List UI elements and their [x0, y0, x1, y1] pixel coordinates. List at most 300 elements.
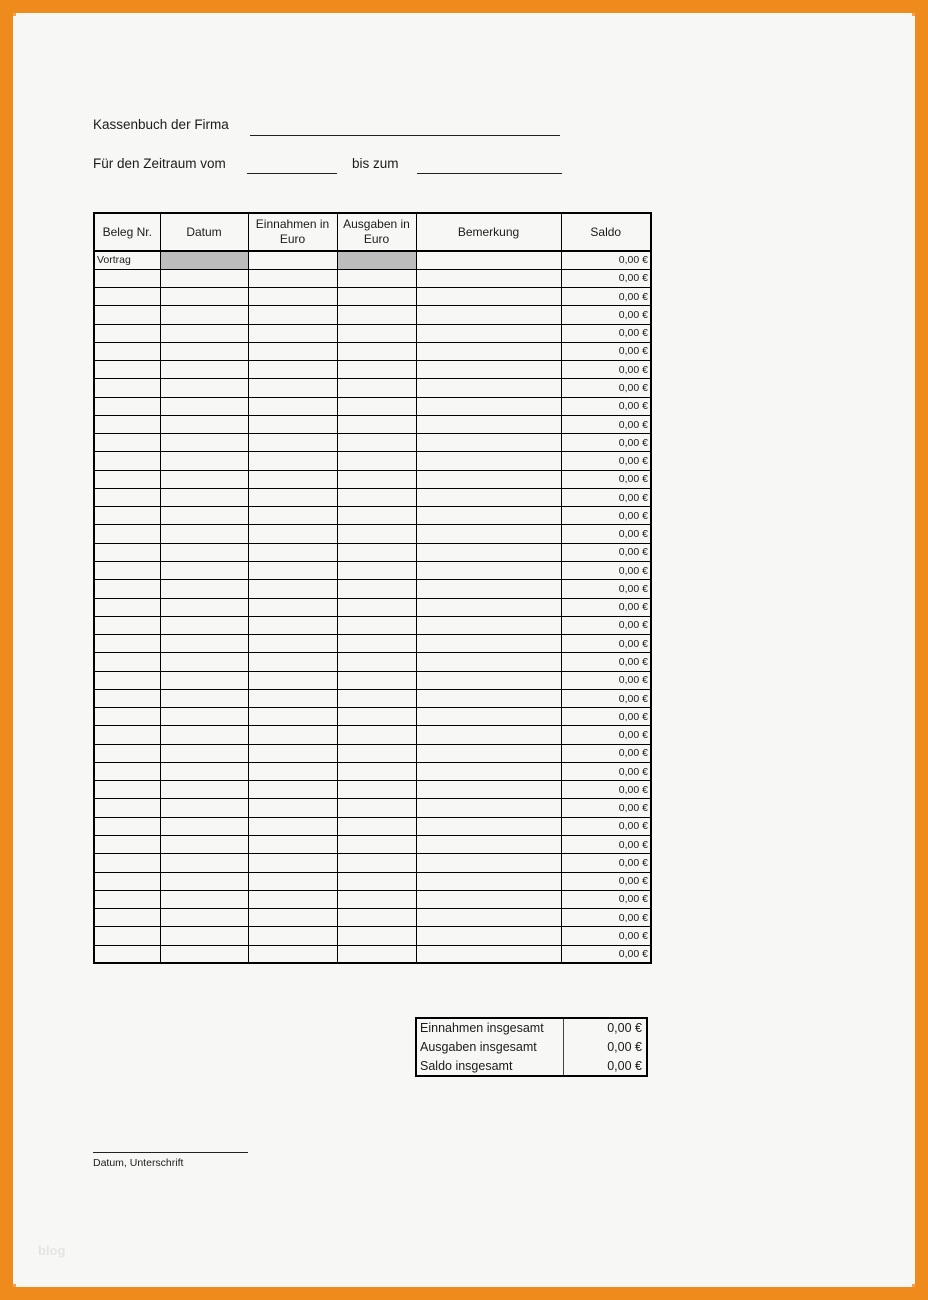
- cell-bemerkung: [416, 488, 561, 506]
- cell-beleg_nr: [94, 525, 160, 543]
- cell-bemerkung: [416, 945, 561, 963]
- cell-einnahmen: [248, 762, 337, 780]
- cell-beleg_nr: [94, 890, 160, 908]
- cell-saldo: 0,00 €: [561, 616, 651, 634]
- period-from-label: Für den Zeitraum vom: [93, 156, 226, 171]
- cell-bemerkung: [416, 562, 561, 580]
- cell-datum: [160, 635, 248, 653]
- cell-einnahmen: [248, 744, 337, 762]
- cell-saldo: 0,00 €: [561, 580, 651, 598]
- cell-ausgaben: [337, 854, 416, 872]
- cell-einnahmen: [248, 324, 337, 342]
- table-row: [94, 580, 651, 598]
- cell-beleg_nr: [94, 744, 160, 762]
- cell-bemerkung: [416, 251, 561, 269]
- cell-datum: [160, 781, 248, 799]
- table-row: [94, 762, 651, 780]
- cell-saldo: 0,00 €: [561, 854, 651, 872]
- table-row: [94, 854, 651, 872]
- cell-bemerkung: [416, 708, 561, 726]
- cell-saldo: 0,00 €: [561, 817, 651, 835]
- cell-ausgaben: [337, 361, 416, 379]
- cell-beleg_nr: [94, 817, 160, 835]
- cell-ausgaben: [337, 452, 416, 470]
- cell-einnahmen: [248, 306, 337, 324]
- cell-ausgaben: [337, 744, 416, 762]
- cell-beleg_nr: [94, 616, 160, 634]
- cell-datum: [160, 543, 248, 561]
- table-row: [94, 909, 651, 927]
- cell-datum: [160, 306, 248, 324]
- cell-datum: [160, 434, 248, 452]
- totals-row-value: 0,00 €: [607, 1021, 642, 1036]
- cell-bemerkung: [416, 379, 561, 397]
- watermark-text: blog: [38, 1243, 66, 1258]
- cell-beleg_nr: [94, 415, 160, 433]
- table-row: [94, 361, 651, 379]
- cell-datum: [160, 397, 248, 415]
- table-row: [94, 836, 651, 854]
- cell-einnahmen: [248, 562, 337, 580]
- cell-bemerkung: [416, 726, 561, 744]
- table-row: [94, 635, 651, 653]
- cell-bemerkung: [416, 744, 561, 762]
- cell-datum: [160, 379, 248, 397]
- cell-datum: [160, 525, 248, 543]
- table-row: [94, 817, 651, 835]
- totals-row: [416, 1037, 647, 1056]
- cell-ausgaben: [337, 726, 416, 744]
- cell-saldo: 0,00 €: [561, 945, 651, 963]
- cell-einnahmen: [248, 909, 337, 927]
- cell-datum: [160, 598, 248, 616]
- cell-saldo: 0,00 €: [561, 635, 651, 653]
- cell-ausgaben: [337, 488, 416, 506]
- cell-datum: [160, 288, 248, 306]
- cell-bemerkung: [416, 689, 561, 707]
- table-row: [94, 616, 651, 634]
- table-row: [94, 799, 651, 817]
- totals-row: [416, 1057, 647, 1076]
- cell-einnahmen: [248, 945, 337, 963]
- cell-einnahmen: [248, 488, 337, 506]
- column-header-beleg-nr: Beleg Nr.: [94, 213, 160, 251]
- cell-ausgaben: [337, 288, 416, 306]
- cell-bemerkung: [416, 306, 561, 324]
- cell-bemerkung: [416, 671, 561, 689]
- signature-label: Datum, Unterschrift: [93, 1157, 184, 1169]
- cell-saldo: 0,00 €: [561, 890, 651, 908]
- table-row: [94, 306, 651, 324]
- cell-saldo: 0,00 €: [561, 927, 651, 945]
- cell-bemerkung: [416, 470, 561, 488]
- cell-saldo: 0,00 €: [561, 762, 651, 780]
- firma-blank-line: [250, 135, 560, 136]
- table-row: [94, 324, 651, 342]
- cell-ausgaben: [337, 836, 416, 854]
- cell-datum: [160, 580, 248, 598]
- cell-datum: [160, 361, 248, 379]
- cell-einnahmen: [248, 890, 337, 908]
- cell-saldo: 0,00 €: [561, 397, 651, 415]
- cell-einnahmen: [248, 598, 337, 616]
- cell-bemerkung: [416, 781, 561, 799]
- cell-bemerkung: [416, 909, 561, 927]
- cell-saldo: 0,00 €: [561, 708, 651, 726]
- cell-saldo: 0,00 €: [561, 781, 651, 799]
- cell-einnahmen: [248, 927, 337, 945]
- frame-corner-bottom-left: [0, 1284, 16, 1300]
- cell-saldo: 0,00 €: [561, 342, 651, 360]
- cell-ausgaben: [337, 927, 416, 945]
- cell-beleg_nr: [94, 488, 160, 506]
- cell-datum: [160, 708, 248, 726]
- cell-datum: [160, 927, 248, 945]
- cell-bemerkung: [416, 415, 561, 433]
- cell-ausgaben: [337, 945, 416, 963]
- column-header-datum: Datum: [160, 213, 248, 251]
- cell-saldo: 0,00 €: [561, 415, 651, 433]
- cell-beleg_nr: [94, 288, 160, 306]
- cell-ausgaben: [337, 689, 416, 707]
- cell-einnahmen: [248, 854, 337, 872]
- cell-beleg_nr: [94, 470, 160, 488]
- cell-beleg_nr: [94, 580, 160, 598]
- cell-datum: [160, 945, 248, 963]
- period-to-label: bis zum: [352, 156, 399, 171]
- cell-ausgaben: [337, 507, 416, 525]
- cell-saldo: 0,00 €: [561, 909, 651, 927]
- cell-bemerkung: [416, 342, 561, 360]
- cell-beleg_nr: [94, 635, 160, 653]
- cell-saldo: 0,00 €: [561, 324, 651, 342]
- cell-bemerkung: [416, 452, 561, 470]
- cell-bemerkung: [416, 580, 561, 598]
- cell-ausgaben: [337, 562, 416, 580]
- cell-beleg_nr: [94, 379, 160, 397]
- cell-saldo: 0,00 €: [561, 525, 651, 543]
- cell-datum: [160, 616, 248, 634]
- table-row: [94, 397, 651, 415]
- cell-saldo: 0,00 €: [561, 598, 651, 616]
- table-row: [94, 945, 651, 963]
- cell-ausgaben: [337, 671, 416, 689]
- cell-beleg_nr: [94, 726, 160, 744]
- column-header-bemerkung: Bemerkung: [416, 213, 561, 251]
- table-row: [94, 653, 651, 671]
- cell-beleg_nr: [94, 361, 160, 379]
- cell-einnahmen: [248, 434, 337, 452]
- cell-beleg_nr: [94, 927, 160, 945]
- cell-bemerkung: [416, 269, 561, 287]
- cell-ausgaben: [337, 653, 416, 671]
- cell-ausgaben: [337, 708, 416, 726]
- cell-ausgaben: [337, 635, 416, 653]
- cell-saldo: 0,00 €: [561, 251, 651, 269]
- cell-datum: [160, 415, 248, 433]
- table-row: [94, 726, 651, 744]
- cell-bemerkung: [416, 872, 561, 890]
- cell-einnahmen: [248, 525, 337, 543]
- cell-saldo: 0,00 €: [561, 288, 651, 306]
- cell-datum: [160, 909, 248, 927]
- cell-bemerkung: [416, 616, 561, 634]
- cell-beleg_nr: [94, 562, 160, 580]
- cell-saldo: 0,00 €: [561, 306, 651, 324]
- cell-datum: [160, 872, 248, 890]
- cell-einnahmen: [248, 269, 337, 287]
- cell-bemerkung: [416, 890, 561, 908]
- table-row: [94, 562, 651, 580]
- cell-einnahmen: [248, 470, 337, 488]
- cell-beleg_nr: [94, 324, 160, 342]
- cell-datum: [160, 562, 248, 580]
- cell-einnahmen: [248, 452, 337, 470]
- cell-ausgaben: [337, 799, 416, 817]
- cell-bemerkung: [416, 543, 561, 561]
- cell-beleg_nr: [94, 799, 160, 817]
- table-row: [94, 689, 651, 707]
- cell-bemerkung: [416, 927, 561, 945]
- cell-saldo: 0,00 €: [561, 653, 651, 671]
- cell-einnahmen: [248, 799, 337, 817]
- cell-bemerkung: [416, 653, 561, 671]
- table-row: [94, 379, 651, 397]
- cell-bemerkung: [416, 817, 561, 835]
- cell-ausgaben: [337, 817, 416, 835]
- table-row: [94, 342, 651, 360]
- cell-datum: [160, 890, 248, 908]
- cell-ausgaben: [337, 434, 416, 452]
- column-header-einnahmen: Einnahmen in Euro: [248, 213, 337, 251]
- table-row: [94, 288, 651, 306]
- table-row: [94, 781, 651, 799]
- cell-saldo: 0,00 €: [561, 507, 651, 525]
- page-title: Kassenbuch der Firma: [93, 117, 229, 132]
- cell-beleg_nr: [94, 854, 160, 872]
- cell-beleg_nr: [94, 762, 160, 780]
- cell-ausgaben: [337, 470, 416, 488]
- frame-corner-top-left: [0, 0, 16, 16]
- cell-ausgaben: [337, 415, 416, 433]
- cell-beleg_nr: [94, 836, 160, 854]
- cell-ausgaben: [337, 616, 416, 634]
- cell-beleg_nr: [94, 872, 160, 890]
- cell-beleg_nr: [94, 653, 160, 671]
- cell-ausgaben: [337, 762, 416, 780]
- cell-datum: [160, 452, 248, 470]
- kassenbuch-table-header: [94, 213, 651, 251]
- cell-bemerkung: [416, 288, 561, 306]
- cell-beleg_nr: [94, 598, 160, 616]
- period-to-blank-line: [417, 173, 562, 174]
- cell-beleg_nr: [94, 945, 160, 963]
- cell-saldo: 0,00 €: [561, 671, 651, 689]
- cell-datum: [160, 324, 248, 342]
- cell-datum: [160, 836, 248, 854]
- period-from-blank-line: [247, 173, 337, 174]
- cell-einnahmen: [248, 708, 337, 726]
- cell-saldo: 0,00 €: [561, 379, 651, 397]
- cell-datum: [160, 251, 248, 269]
- cell-saldo: 0,00 €: [561, 470, 651, 488]
- cell-einnahmen: [248, 726, 337, 744]
- cell-ausgaben: [337, 781, 416, 799]
- table-row: [94, 525, 651, 543]
- table-row: [94, 488, 651, 506]
- table-row: [94, 415, 651, 433]
- cell-datum: [160, 671, 248, 689]
- cell-bemerkung: [416, 635, 561, 653]
- table-row: [94, 890, 651, 908]
- cell-ausgaben: [337, 909, 416, 927]
- cell-einnahmen: [248, 653, 337, 671]
- table-row: [94, 434, 651, 452]
- table-row: [94, 251, 651, 269]
- cell-beleg_nr: [94, 397, 160, 415]
- cell-bemerkung: [416, 854, 561, 872]
- totals-box: [415, 1017, 648, 1077]
- cell-einnahmen: [248, 379, 337, 397]
- table-row: [94, 452, 651, 470]
- cell-bemerkung: [416, 799, 561, 817]
- cell-bemerkung: [416, 507, 561, 525]
- table-row: [94, 708, 651, 726]
- cell-einnahmen: [248, 872, 337, 890]
- cell-ausgaben: [337, 525, 416, 543]
- cell-ausgaben: [337, 269, 416, 287]
- cell-bemerkung: [416, 361, 561, 379]
- cell-einnahmen: [248, 251, 337, 269]
- cell-beleg_nr: [94, 507, 160, 525]
- totals-row-label: Einnahmen insgesamt: [416, 1018, 563, 1037]
- cell-datum: [160, 470, 248, 488]
- kassenbuch-table: [93, 212, 652, 964]
- totals-row-label: Ausgaben insgesamt: [416, 1037, 563, 1056]
- cell-ausgaben: [337, 397, 416, 415]
- cell-datum: [160, 507, 248, 525]
- cell-ausgaben: [337, 306, 416, 324]
- table-row: [94, 671, 651, 689]
- frame-corner-bottom-right: [912, 1284, 928, 1300]
- column-header-saldo: Saldo: [561, 213, 651, 251]
- cell-einnahmen: [248, 671, 337, 689]
- cell-beleg_nr: [94, 452, 160, 470]
- cell-bemerkung: [416, 397, 561, 415]
- cell-bemerkung: [416, 598, 561, 616]
- cell-saldo: 0,00 €: [561, 562, 651, 580]
- table-row: [94, 543, 651, 561]
- cell-datum: [160, 488, 248, 506]
- cell-einnahmen: [248, 781, 337, 799]
- cell-einnahmen: [248, 580, 337, 598]
- totals-row-value: 0,00 €: [607, 1058, 642, 1073]
- cell-saldo: 0,00 €: [561, 361, 651, 379]
- totals-row-label: Saldo insgesamt: [416, 1057, 563, 1076]
- kassenbuch-table-body: [94, 251, 651, 963]
- cell-bemerkung: [416, 525, 561, 543]
- cell-datum: [160, 342, 248, 360]
- cell-ausgaben: [337, 379, 416, 397]
- cell-einnahmen: [248, 543, 337, 561]
- totals-body: [416, 1018, 647, 1076]
- cell-bemerkung: [416, 762, 561, 780]
- cell-beleg_nr: Vortrag: [94, 251, 160, 269]
- cell-datum: [160, 854, 248, 872]
- cell-datum: [160, 817, 248, 835]
- cell-ausgaben: [337, 251, 416, 269]
- signature-blank-line: [93, 1152, 248, 1153]
- cell-bemerkung: [416, 434, 561, 452]
- cell-einnahmen: [248, 397, 337, 415]
- cell-saldo: 0,00 €: [561, 744, 651, 762]
- cell-einnahmen: [248, 415, 337, 433]
- cell-datum: [160, 744, 248, 762]
- cell-saldo: 0,00 €: [561, 452, 651, 470]
- cell-einnahmen: [248, 616, 337, 634]
- cell-beleg_nr: [94, 434, 160, 452]
- cell-datum: [160, 799, 248, 817]
- cell-beleg_nr: [94, 543, 160, 561]
- cell-beleg_nr: [94, 909, 160, 927]
- cell-ausgaben: [337, 324, 416, 342]
- cell-ausgaben: [337, 580, 416, 598]
- cell-einnahmen: [248, 342, 337, 360]
- cell-beleg_nr: [94, 781, 160, 799]
- cell-ausgaben: [337, 543, 416, 561]
- cell-einnahmen: [248, 361, 337, 379]
- cell-einnahmen: [248, 689, 337, 707]
- cell-beleg_nr: [94, 671, 160, 689]
- cell-saldo: 0,00 €: [561, 434, 651, 452]
- table-row: [94, 269, 651, 287]
- cell-ausgaben: [337, 890, 416, 908]
- cell-einnahmen: [248, 635, 337, 653]
- cell-datum: [160, 269, 248, 287]
- cell-datum: [160, 762, 248, 780]
- cell-beleg_nr: [94, 708, 160, 726]
- cell-beleg_nr: [94, 269, 160, 287]
- cell-einnahmen: [248, 836, 337, 854]
- cell-bemerkung: [416, 836, 561, 854]
- column-header-ausgaben: Ausgaben in Euro: [337, 213, 416, 251]
- totals-row: [416, 1018, 647, 1037]
- cell-ausgaben: [337, 598, 416, 616]
- table-row: [94, 470, 651, 488]
- cell-saldo: 0,00 €: [561, 872, 651, 890]
- table-row: [94, 872, 651, 890]
- cell-einnahmen: [248, 817, 337, 835]
- cell-beleg_nr: [94, 306, 160, 324]
- cell-ausgaben: [337, 872, 416, 890]
- cell-saldo: 0,00 €: [561, 836, 651, 854]
- cell-bemerkung: [416, 324, 561, 342]
- cell-einnahmen: [248, 288, 337, 306]
- table-row: [94, 744, 651, 762]
- frame-corner-top-right: [912, 0, 928, 16]
- cell-datum: [160, 726, 248, 744]
- cell-saldo: 0,00 €: [561, 689, 651, 707]
- table-row: [94, 927, 651, 945]
- cell-saldo: 0,00 €: [561, 488, 651, 506]
- cell-saldo: 0,00 €: [561, 543, 651, 561]
- cell-beleg_nr: [94, 342, 160, 360]
- cell-beleg_nr: [94, 689, 160, 707]
- cell-ausgaben: [337, 342, 416, 360]
- totals-row-value: 0,00 €: [607, 1039, 642, 1054]
- cell-datum: [160, 689, 248, 707]
- table-row: [94, 507, 651, 525]
